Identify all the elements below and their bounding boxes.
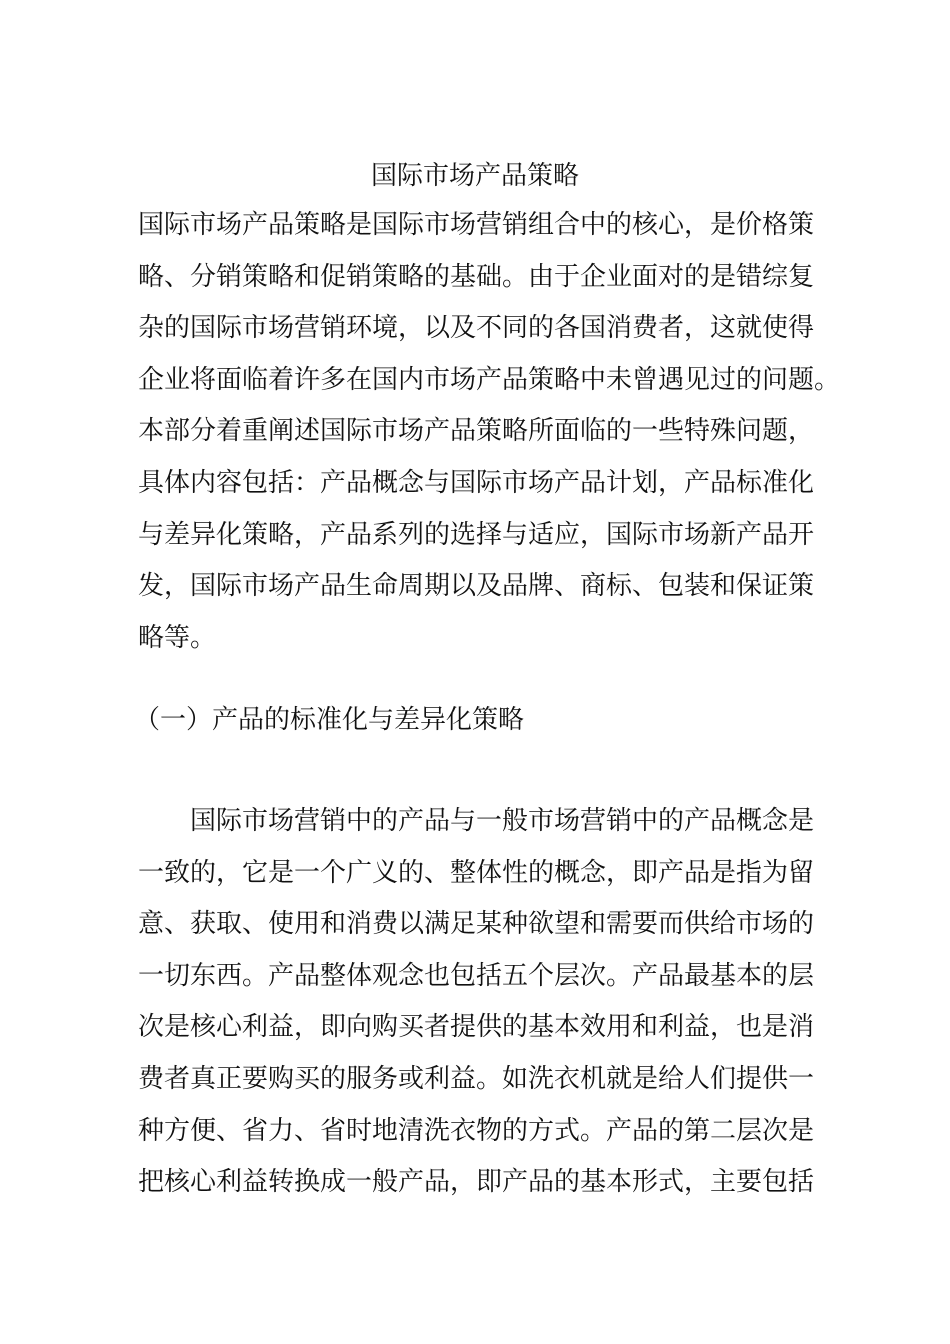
- intro-line: 发，国际市场产品生命周期以及品牌、商标、包装和保证策: [138, 571, 815, 602]
- intro-line: 杂的国际市场营销环境，以及不同的各国消费者，这就使得: [138, 313, 815, 344]
- body-line: 一致的，它是一个广义的、整体性的概念，即产品是指为留: [138, 857, 815, 888]
- body-line: 费者真正要购买的服务或利益。如洗衣机就是给人们提供一: [138, 1063, 815, 1094]
- body-line: 次是核心利益，即向购买者提供的基本效用和利益，也是消: [138, 1012, 815, 1043]
- body-line: 一切东西。产品整体观念也包括五个层次。产品最基本的层: [138, 960, 815, 991]
- body-line: 把核心利益转换成一般产品，即产品的基本形式，主要包括: [138, 1167, 815, 1198]
- intro-line: 本部分着重阐述国际市场产品策略所面临的一些特殊问题，: [138, 416, 815, 447]
- intro-line: 略等。: [138, 622, 217, 653]
- intro-line: 具体内容包括：产品概念与国际市场产品计划，产品标准化: [138, 467, 815, 498]
- document-title: 国际市场产品策略: [370, 161, 579, 191]
- intro-line: 与差异化策略，产品系列的选择与适应，国际市场新产品开: [138, 519, 815, 550]
- body-line: 种方便、省力、省时地清洗衣物的方式。产品的第二层次是: [138, 1115, 815, 1146]
- intro-line: 国际市场产品策略是国际市场营销组合中的核心，是价格策: [138, 210, 815, 240]
- intro-line: 略、分销策略和促销策略的基础。由于企业面对的是错综复: [138, 261, 815, 292]
- intro-paragraph: [138, 200, 841, 664]
- body-paragraph: [138, 796, 828, 1209]
- body-line: 意、获取、使用和消费以满足某种欲望和需要而供给市场的: [138, 909, 815, 940]
- body-line: 国际市场营销中的产品与一般市场营销中的产品概念是: [190, 806, 815, 836]
- intro-line: 企业将面临着许多在国内市场产品策略中未曾遇见过的问题。: [138, 364, 841, 395]
- section-heading: （一）产品的标准化与差异化策略: [134, 705, 525, 735]
